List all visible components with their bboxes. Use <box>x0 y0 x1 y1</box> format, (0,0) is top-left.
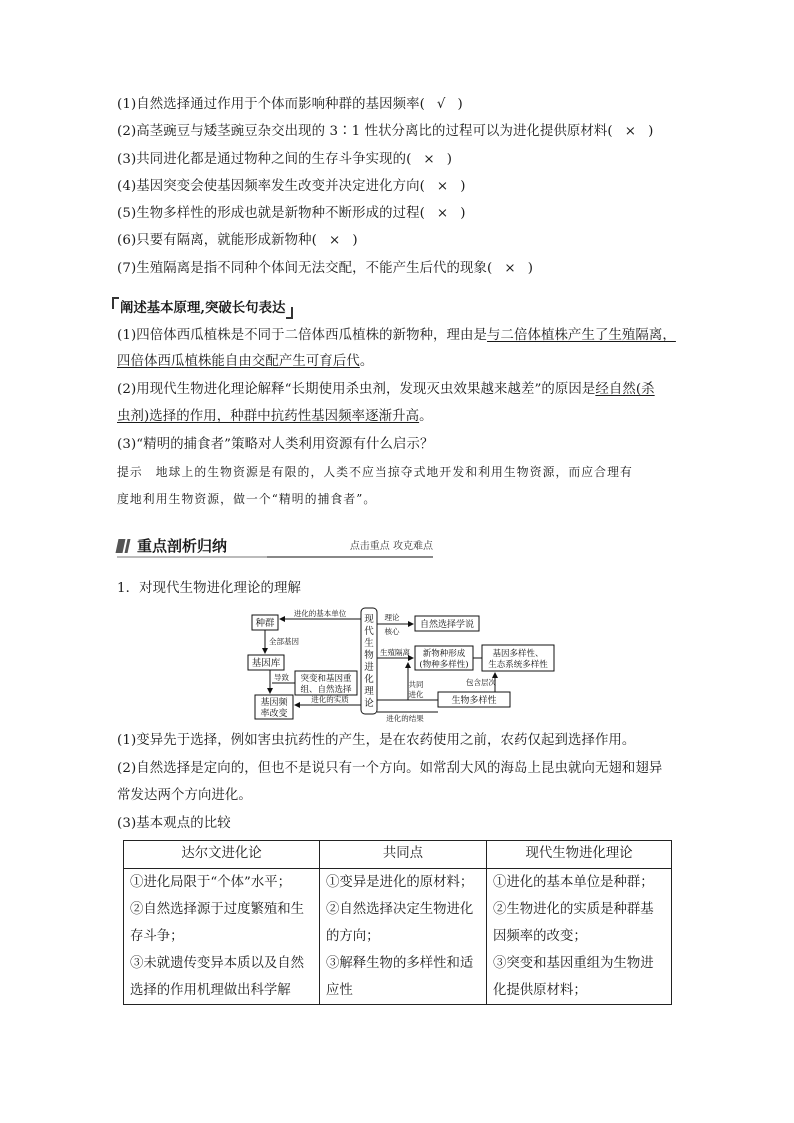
answer-mark: × <box>504 261 516 276</box>
point-1: (1)变异先于选择，例如害虫抗药性的产生，是在农药使用之前，农药仅起到选择作用。 <box>117 733 636 748</box>
question-1-line-1: (1)四倍体西瓜植株是不同于二倍体西瓜植株的新物种，理由是与二倍体植株产生了生殖隔离， <box>117 328 676 343</box>
question-2-answer: 虫剂)选择的作用，种群中抗药性基因频率逐渐升高 <box>117 409 420 424</box>
header-darwin: 达尔文进化论 <box>124 841 320 869</box>
center-char: 进 <box>364 662 374 673</box>
section-header <box>117 536 433 556</box>
center-char: 代 <box>364 626 374 637</box>
question-3: (3)“精明的捕食者”策略对人类利用资源有什么启示？ <box>117 437 434 452</box>
judgment-2: (2)高茎豌豆与矮茎豌豆杂交出现的 3∶1 性状分离比的过程可以为进化提供原材料( × ) <box>117 124 654 139</box>
center-char: 生 <box>364 638 374 649</box>
point-2-line-1: (2)自然选择是定向的，但也不是说只有一个方向。如常刮大风的海岛上昆虫就向无翅和翅异 <box>117 761 663 776</box>
judgment-3: (3)共同进化都是通过物种之间的生存斗争实现的( × ) <box>117 152 453 167</box>
evolution-theory-diagram <box>240 605 560 723</box>
item-1-heading: 1．对现代生物进化理论的理解 <box>117 581 301 596</box>
judgment-6: (6)只要有隔离，就能形成新物种( × ) <box>117 233 358 248</box>
svg-text:理论: 理论 <box>384 613 400 622</box>
bracket-left <box>112 297 119 309</box>
cell-modern: ①进化的基本单位是种群； ②生物进化的实质是种群基因频率的改变； ③突变和基因重组为生物进化提供原材料； <box>487 869 672 1005</box>
judgment-4: (4)基因突变会使基因频率发生改变并决定进化方向( × ) <box>117 179 466 194</box>
header-modern: 现代生物进化理论 <box>487 841 672 869</box>
subheader-long-answer: 阐述基本原理,突破长句表达 <box>112 297 285 319</box>
svg-text:进化的基本单位: 进化的基本单位 <box>293 609 347 618</box>
svg-text:进化的实质: 进化的实质 <box>311 695 349 704</box>
question-2-line-1: (2)用现代生物进化理论解释“长期使用杀虫剂，发现灭虫效果越来越差”的原因是经自然(杀 <box>117 382 655 397</box>
svg-text:核心: 核心 <box>384 627 400 636</box>
svg-text:种群: 种群 <box>255 618 275 629</box>
svg-text:(物种多样性): (物种多样性) <box>419 660 469 670</box>
center-char: 现 <box>364 614 374 625</box>
svg-text:共同: 共同 <box>408 680 424 689</box>
center-char: 物 <box>364 650 374 661</box>
question-1-answer: 与二倍体植株产生了生殖隔离， <box>487 328 676 343</box>
judgment-1: (1)自然选择通过作用于个体而影响种群的基因频率( √ ) <box>117 97 463 112</box>
svg-text:生态系统多样性: 生态系统多样性 <box>488 660 548 670</box>
svg-text:自然选择学说: 自然选择学说 <box>419 620 475 630</box>
point-3: (3)基本观点的比较 <box>117 816 231 831</box>
point-2-line-2: 常发达两个方向进化。 <box>117 788 252 803</box>
section-subtitle: 点击重点 攻克难点 <box>349 541 433 552</box>
svg-text:包含层次: 包含层次 <box>466 678 496 687</box>
svg-text:进化: 进化 <box>408 690 424 699</box>
svg-text:基因库: 基因库 <box>251 658 281 669</box>
question-1-line-2: 四倍体西瓜植株能自由交配产生可育后代。 <box>117 354 374 369</box>
question-1-answer: 四倍体西瓜植株能自由交配产生可育后代 <box>117 354 360 369</box>
comparison-table <box>123 840 672 1005</box>
question-2-line-2: 虫剂)选择的作用，种群中抗药性基因频率逐渐升高。 <box>117 409 433 424</box>
cell-darwin: ①进化局限于“个体”水平； ②自然选择源于过度繁殖和生存斗争； ③未就遗传变异本质以及自然选择的作用机理做出科学解 <box>124 869 320 1005</box>
svg-text:基因多样性、: 基因多样性、 <box>492 649 544 659</box>
answer-mark: × <box>328 233 341 248</box>
center-char: 理 <box>364 686 374 697</box>
svg-text:基因频: 基因频 <box>260 698 288 708</box>
section-rule-highlight <box>117 556 267 558</box>
svg-text:生殖隔离: 生殖隔离 <box>380 648 410 657</box>
svg-text:导致: 导致 <box>274 673 289 682</box>
svg-text:全部基因: 全部基因 <box>269 637 299 646</box>
judgment-7: (7)生殖隔离是指不同种个体间无法交配，不能产生后代的现象( × ) <box>117 261 534 276</box>
table-header-row <box>124 841 672 869</box>
answer-mark: × <box>624 124 637 139</box>
svg-text:生物多样性: 生物多样性 <box>451 696 497 706</box>
center-char: 论 <box>364 698 374 709</box>
cell-common: ①变异是进化的原材料； ②自然选择决定生物进化的方向； ③解释生物的多样性和适应性 <box>320 869 487 1005</box>
section-marker-icon <box>125 539 131 553</box>
answer-mark: √ <box>436 97 446 112</box>
section-title: 重点剖析归纳 <box>137 537 228 555</box>
answer-mark: × <box>423 152 435 167</box>
table-row <box>124 869 672 1005</box>
answer-mark: × <box>436 179 449 194</box>
svg-text:突变和基因重: 突变和基因重 <box>300 674 352 684</box>
center-char: 化 <box>364 674 374 685</box>
question-2-answer: 经自然(杀 <box>595 382 655 397</box>
svg-text:组、自然选择: 组、自然选择 <box>300 685 352 695</box>
judgment-5: (5)生物多样性的形成也就是新物种不断形成的过程( × ) <box>117 206 466 221</box>
svg-text:新物种形成: 新物种形成 <box>422 649 466 659</box>
answer-mark: × <box>436 206 449 221</box>
header-common: 共同点 <box>320 841 487 869</box>
bracket-right <box>286 307 293 319</box>
tip-line-1: 提示 地球上的生物资源是有限的，人类不应当掠夺式地开发和利用生物资源，而应合理有 <box>117 465 633 479</box>
svg-text:率改变: 率改变 <box>260 709 288 719</box>
svg-text:进化的结果: 进化的结果 <box>386 714 424 723</box>
tip-line-2: 度地利用生物资源，做一个“精明的捕食者”。 <box>117 492 377 506</box>
